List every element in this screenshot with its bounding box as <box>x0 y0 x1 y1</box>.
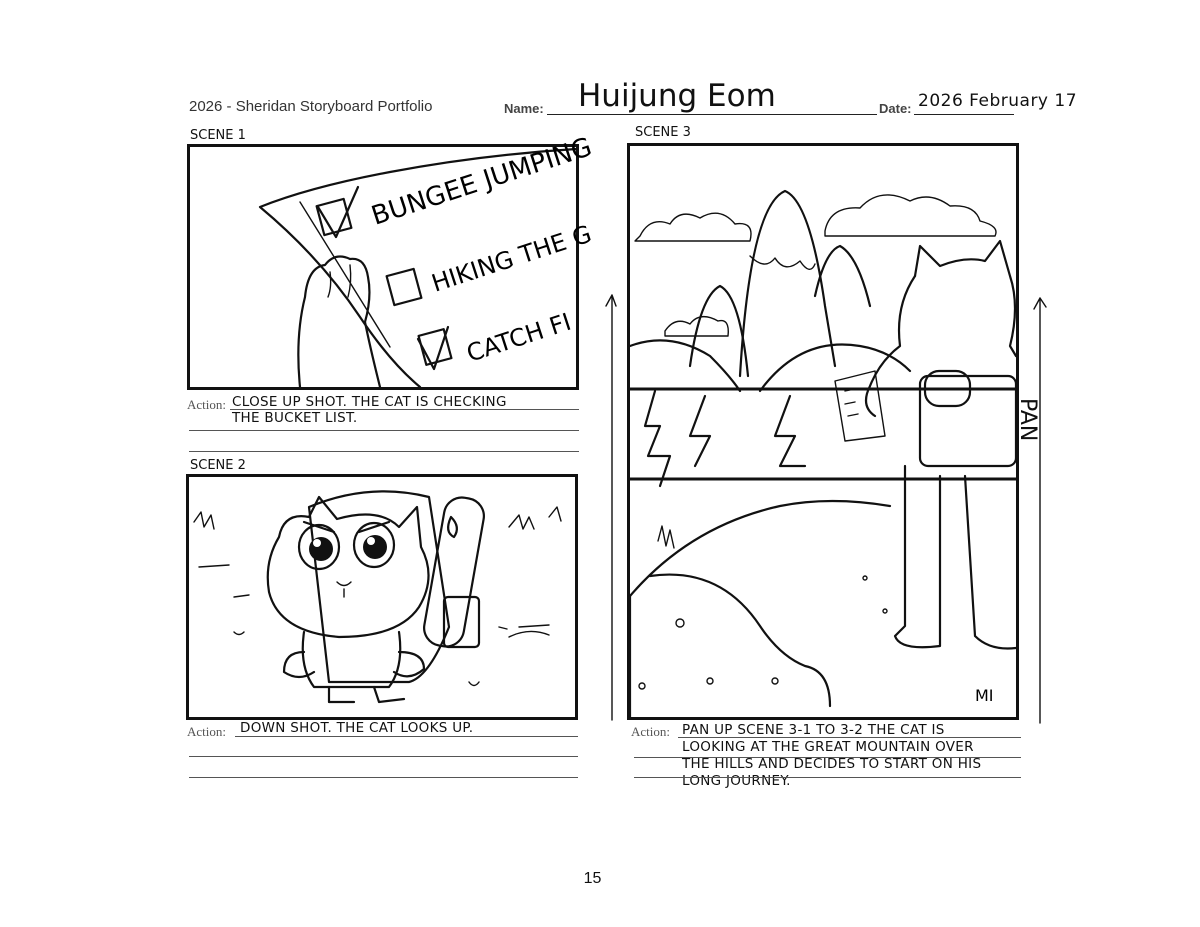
scene-2-panel <box>186 474 578 720</box>
pan-arrow-left <box>600 290 620 720</box>
scene-3-rule-2 <box>634 757 1021 758</box>
scene-3-action-line-4: LONG JOURNEY. <box>682 773 791 789</box>
scene-1-label: SCENE 1 <box>190 128 246 143</box>
date-underline <box>914 114 1014 115</box>
name-label: Name: <box>504 101 544 116</box>
scene-3-rule-1 <box>678 737 1021 738</box>
scene-3-action-line-2: LOOKING AT THE GREAT MOUNTAIN OVER <box>682 739 974 755</box>
list-item-3: CATCH FI <box>463 307 575 368</box>
scene-1-rule-3 <box>189 451 579 452</box>
scene-3-drawing <box>630 146 1016 717</box>
list-item-2: HIKING THE G <box>428 219 595 298</box>
scene-2-action-label: Action: <box>187 724 226 739</box>
scene-2-drawing <box>189 477 575 717</box>
scene-1-rule-2 <box>189 430 579 431</box>
date-label: Date: <box>879 101 912 116</box>
scene-3-action-label: Action: <box>631 724 670 739</box>
scene-3-rule-3 <box>634 777 1021 778</box>
scene-1-rule-1 <box>230 409 579 410</box>
date-value: 2026 February 17 <box>918 91 1078 111</box>
scene-1-action-label: Action: <box>187 397 226 412</box>
scene-2-rule-2 <box>189 756 578 757</box>
scene-2-label: SCENE 2 <box>190 458 246 473</box>
name-underline <box>547 114 877 115</box>
portfolio-title: 2026 - Sheridan Storyboard Portfolio <box>189 98 433 115</box>
scene-3-label: SCENE 3 <box>635 125 691 140</box>
pan-arrow-right <box>1030 293 1050 723</box>
scene-1-action-line-2: THE BUCKET LIST. <box>232 410 358 426</box>
list-item-1: BUNGEE JUMPING <box>367 132 596 232</box>
scene-1-action-line-1: CLOSE UP SHOT. THE CAT IS CHECKING <box>232 394 507 410</box>
scene-2-action-line-1: DOWN SHOT. THE CAT LOOKS UP. <box>240 720 474 736</box>
artist-signature: MI <box>975 686 994 705</box>
scene-2-rule-1 <box>235 736 578 737</box>
scene-3-action-line-3: THE HILLS AND DECIDES TO START ON HIS <box>682 756 982 772</box>
page-number: 15 <box>583 870 602 887</box>
scene-2-rule-3 <box>189 777 578 778</box>
pan-note: PAN <box>1015 398 1040 442</box>
scene-3-panel <box>627 143 1019 720</box>
name-value: Huijung Eom <box>578 78 776 114</box>
scene-3-action-line-1: PAN UP SCENE 3-1 TO 3-2 THE CAT IS <box>682 722 945 738</box>
